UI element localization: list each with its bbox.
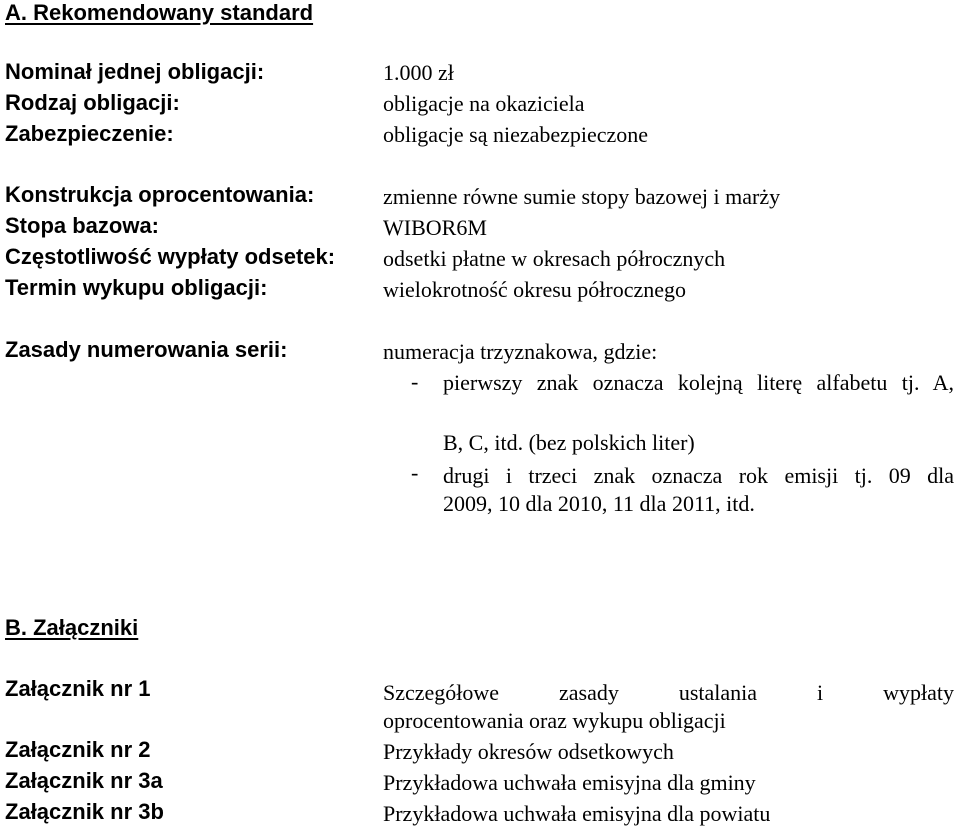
value-payment-frequency: odsetki płatne w okresach półrocznych [383, 246, 726, 271]
label-base-rate: Stopa bazowa: [5, 213, 160, 238]
label-attachment-3a: Załącznik nr 3a [5, 768, 163, 793]
label-attachment-3b: Załącznik nr 3b [5, 799, 164, 824]
section-a-heading: A. Rekomendowany standard [5, 0, 314, 25]
value-attachment-2: Przykłady okresów odsetkowych [383, 739, 674, 764]
value-series-intro: numeracja trzyznakowa, gdzie: [383, 339, 658, 364]
value-bond-type: obligacje na okaziciela [383, 91, 585, 116]
label-attachment-2: Załącznik nr 2 [5, 737, 151, 762]
label-attachment-1: Załącznik nr 1 [5, 676, 151, 701]
bullet-1-line-2: B, C, itd. (bez polskich liter) [443, 430, 695, 455]
bullet-1-line-1: pierwszy znak oznacza kolejną literę alfabetu tj. A, [443, 370, 954, 395]
value-attachment-3b: Przykładowa uchwała emisyjna dla powiatu [383, 801, 771, 826]
value-nominal: 1.000 zł [383, 60, 454, 85]
value-interest-structure: zmienne równe sumie stopy bazowej i marży [383, 184, 781, 209]
bullet-dash-1: - [411, 369, 419, 394]
label-series-numbering: Zasady numerowania serii: [5, 337, 288, 362]
value-base-rate: WIBOR6M [383, 215, 487, 240]
value-security: obligacje są niezabezpieczone [383, 122, 649, 147]
bullet-2-line-2: 2009, 10 dla 2010, 11 dla 2011, itd. [443, 491, 755, 516]
label-nominal: Nominał jednej obligacji: [5, 59, 265, 84]
value-attachment-1-line-1: Szczegółowe zasady ustalania i wypłaty [383, 680, 954, 705]
label-bond-type: Rodzaj obligacji: [5, 90, 180, 115]
value-attachment-1-line-2: oprocentowania oraz wykupu obligacji [383, 708, 726, 733]
bullet-dash-2: - [411, 460, 419, 485]
bullet-2-line-1: drugi i trzeci znak oznacza rok emisji tj. 09 dla [443, 463, 954, 488]
value-redemption-term: wielokrotność okresu półrocznego [383, 277, 687, 302]
value-attachment-3a: Przykładowa uchwała emisyjna dla gminy [383, 770, 756, 795]
label-security: Zabezpieczenie: [5, 121, 174, 146]
label-redemption-term: Termin wykupu obligacji: [5, 275, 268, 300]
label-payment-frequency: Częstotliwość wypłaty odsetek: [5, 244, 336, 269]
label-interest-structure: Konstrukcja oprocentowania: [5, 182, 315, 207]
section-b-heading: B. Załączniki [5, 615, 139, 640]
